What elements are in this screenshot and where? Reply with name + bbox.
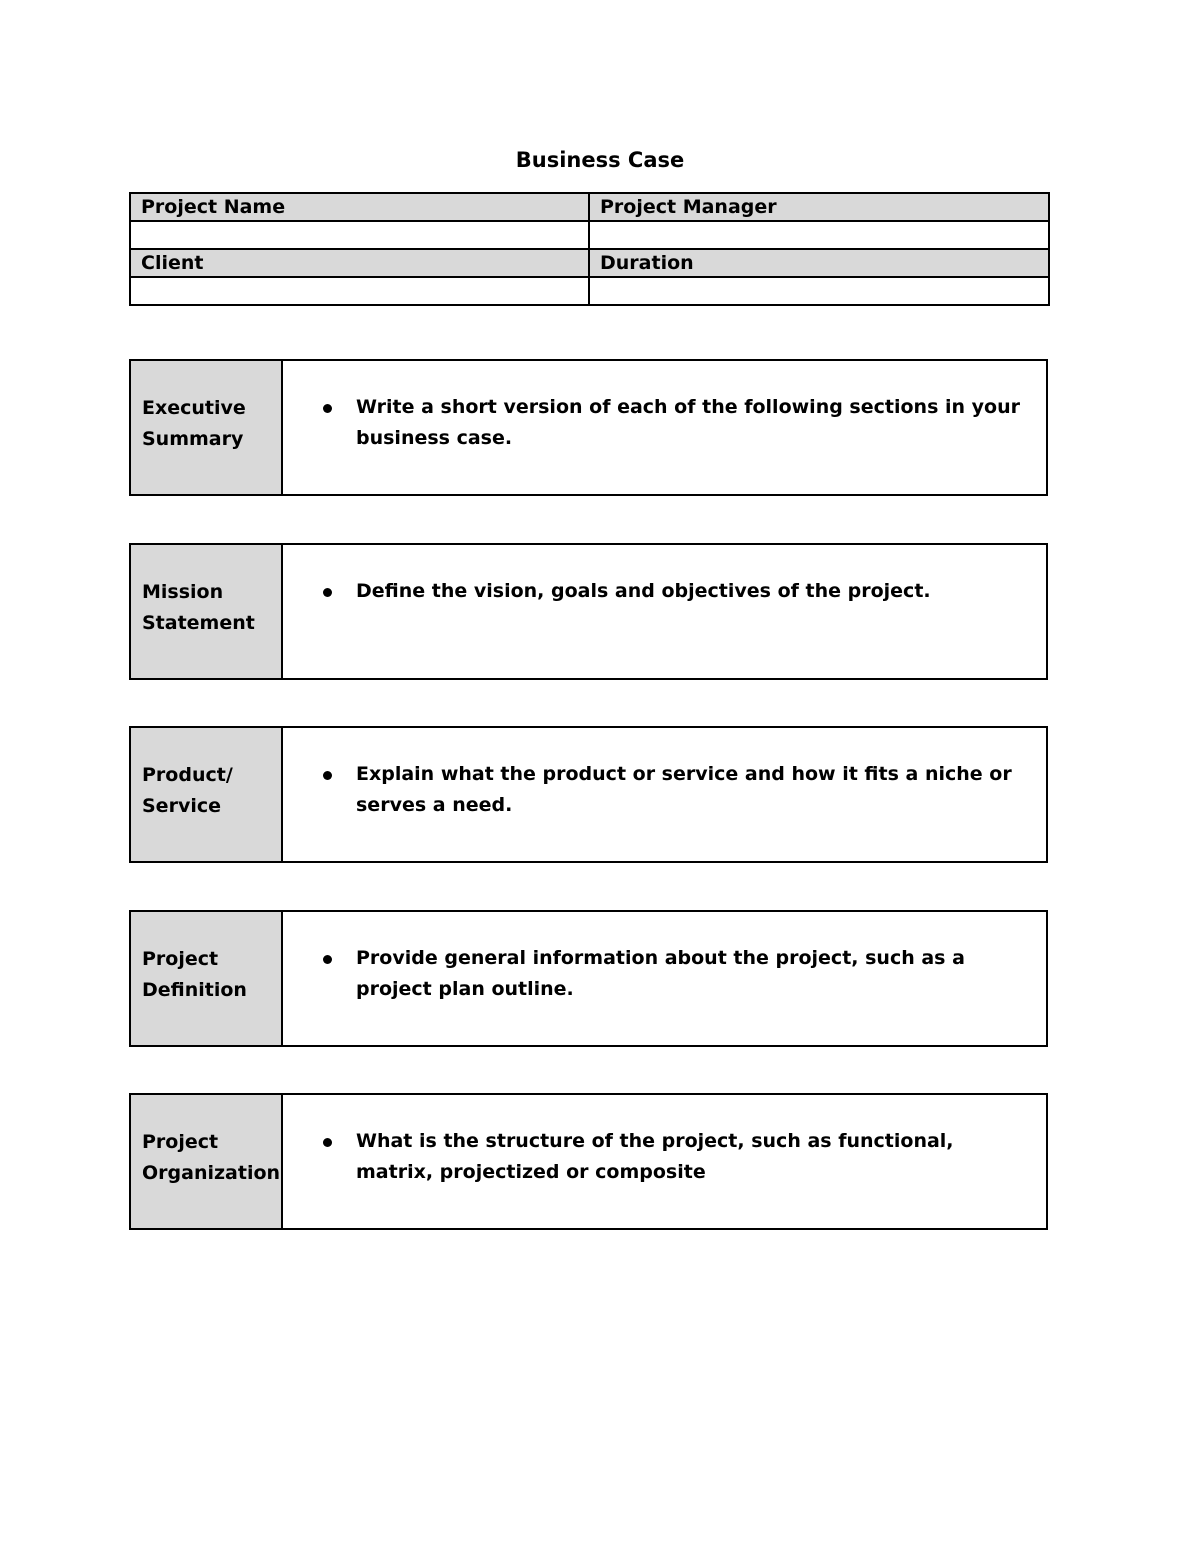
bullet-item: [323, 392, 1034, 454]
project-manager-field[interactable]: [589, 221, 1049, 249]
section-label: Project Organization: [131, 1095, 283, 1228]
section-mission-statement: [129, 543, 1048, 680]
bullet-text: What is the structure of the project, such as functional, matrix, projectized or composite: [356, 1130, 954, 1183]
client-label: Client: [130, 249, 589, 277]
section-label: Project Definition: [131, 912, 283, 1045]
section-body[interactable]: [283, 545, 1046, 678]
table-row: [130, 193, 1049, 221]
project-manager-label: Project Manager: [589, 193, 1049, 221]
section-product-service: [129, 726, 1048, 863]
bullet-text: Define the vision, goals and objectives of the project.: [356, 580, 931, 602]
duration-field[interactable]: [589, 277, 1049, 305]
document-title: Business Case: [515, 148, 685, 172]
bullet-icon: [323, 1138, 332, 1147]
section-label: Executive Summary: [131, 361, 283, 494]
project-name-field[interactable]: [130, 221, 589, 249]
table-row: [130, 249, 1049, 277]
project-name-label: Project Name: [130, 193, 589, 221]
table-row: [130, 221, 1049, 249]
client-field[interactable]: [130, 277, 589, 305]
table-row: [130, 277, 1049, 305]
bullet-icon: [323, 588, 332, 597]
bullet-icon: [323, 955, 332, 964]
bullet-icon: [323, 771, 332, 780]
section-body[interactable]: [283, 1095, 1046, 1228]
section-label: Product/ Service: [131, 728, 283, 861]
section-executive-summary: [129, 359, 1048, 496]
bullet-item: [323, 576, 1034, 607]
section-project-definition: [129, 910, 1048, 1047]
section-body[interactable]: [283, 361, 1046, 494]
section-body[interactable]: [283, 912, 1046, 1045]
section-body[interactable]: [283, 728, 1046, 861]
bullet-item: [323, 1126, 1034, 1188]
project-info-table: [129, 192, 1050, 306]
bullet-icon: [323, 404, 332, 413]
bullet-item: [323, 943, 1034, 1005]
bullet-text: Write a short version of each of the following sections in your business case.: [356, 396, 1020, 449]
bullet-text: Explain what the product or service and how it fits a niche or serves a need.: [356, 763, 1012, 816]
duration-label: Duration: [589, 249, 1049, 277]
bullet-item: [323, 759, 1034, 821]
bullet-text: Provide general information about the project, such as a project plan outline.: [356, 947, 965, 1000]
section-project-organization: [129, 1093, 1048, 1230]
section-label: Mission Statement: [131, 545, 283, 678]
